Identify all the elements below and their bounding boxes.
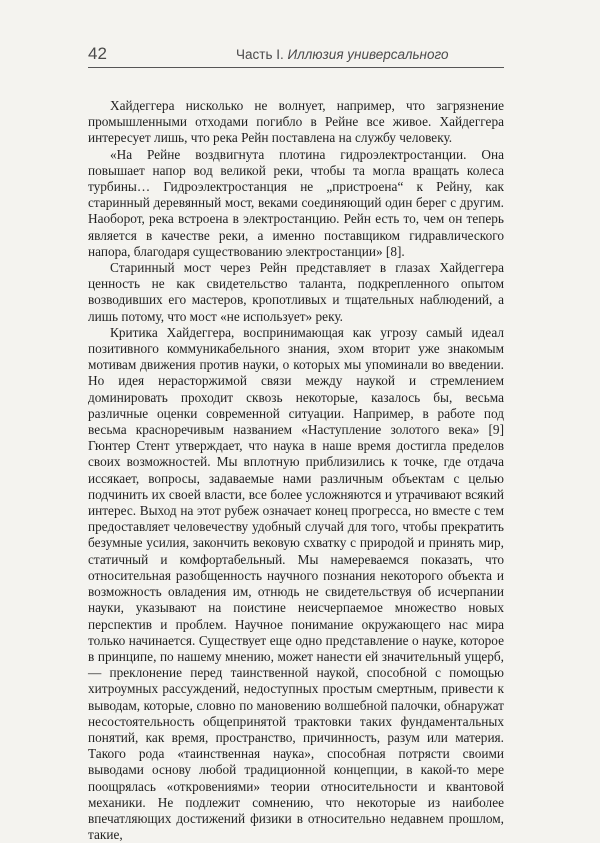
- part-label: Часть I.: [236, 47, 284, 62]
- paragraph: Хайдеггера нисколько не волнует, например, что загрязнение промышленными отходами погибло в Рейне все живое. Хайдеггера интересует лишь, что река Рейн поставлена на службу человеку.: [88, 98, 504, 146]
- body-text: [88, 98, 504, 843]
- running-header: [88, 44, 504, 64]
- paragraph: Критика Хайдеггера, воспринимающая как угрозу самый идеал позитивного коммуникабельного знания, эхом вторит уже знакомым мотивам движения против науки, о которых мы упоминали во введении. Но идея нерасторжимой связи между наукой и стремлением доминировать проходит сквозь некоторые, казалось бы, весьма различные оценки современной ситуации. Например, в работе под весьма красноречивым названием «Наступление золотого века» [9] Гюнтер Стент утверждает, что наука в наше время достигла пределов своих возможностей. Мы вплотную приблизились к точке, где отдача иссякает, вопросы, задаваемые нами различным объектам с целью подчинить их своей власти, все более усложняются и утрачивают всякий интерес. Выход на этот рубеж означает конец прогресса, но вместе с тем предоставляет человечеству удобный случай для того, чтобы прекратить безумные усилия, закончить вековую схватку с природой и принять мир, статичный и комфортабельный. Мы намереваемся показать, что относительная разобщенность научного познания некоторого объекта и возможность овладения им, отнюдь не свидетельствуя об исчерпании науки, указывают на поистине неисчерпаемое множество новых перспектив и проблем. Научное понимание окружающего нас мира только начинается. Существует еще одно представление о науке, которое в принципе, по нашему мнению, может нанести ей значительный ущерб, — преклонение перед таинственной наукой, способной с помощью хитроумных рассуждений, недоступных простым смертным, привести к выводам, которые, словно по мановению волшебной палочки, обнаружат несостоятельность общепринятой трактовки таких фундаментальных понятий, как время, пространство, причинность, разум или материя. Такого рода «таинственная наука», способная потрясти своими выводами основу любой традиционной концепции, в какой-то мере поощрялась «откровениями» теории относительности и квантовой механики. Не подлежит сомнению, что некоторые из наиболее впечатляющих достижений физики в относительно недавнем прошлом, такие,: [88, 324, 504, 843]
- chapter-title: Иллюзия универсального: [287, 47, 449, 62]
- paragraph: «На Рейне воздвигнута плотина гидроэлектростанции. Она повышает напор вод великой реки, чтобы та могла вращать колеса турбины… Гидроэлектростанция не „пристроена“ к Рейну, как старинный деревянный мост, веками соединяющий один берег с другим. Наоборот, река встроена в электростанцию. Рейн есть то, чем он теперь является в качестве реки, а именно поставщиком гидравлического напора, благодаря существованию электростанции» [8].: [88, 146, 504, 259]
- page-number: 42: [88, 44, 107, 63]
- header-rule: [88, 67, 504, 68]
- paragraph: Старинный мост через Рейн представляет в глазах Хайдеггера ценность не как свидетельство таланта, подкрепленного опытом возводивших его мастеров, кропотливых и тщательных наблюдений, а лишь потому, что мост «не использует» реку.: [88, 260, 504, 324]
- running-head: [236, 47, 449, 62]
